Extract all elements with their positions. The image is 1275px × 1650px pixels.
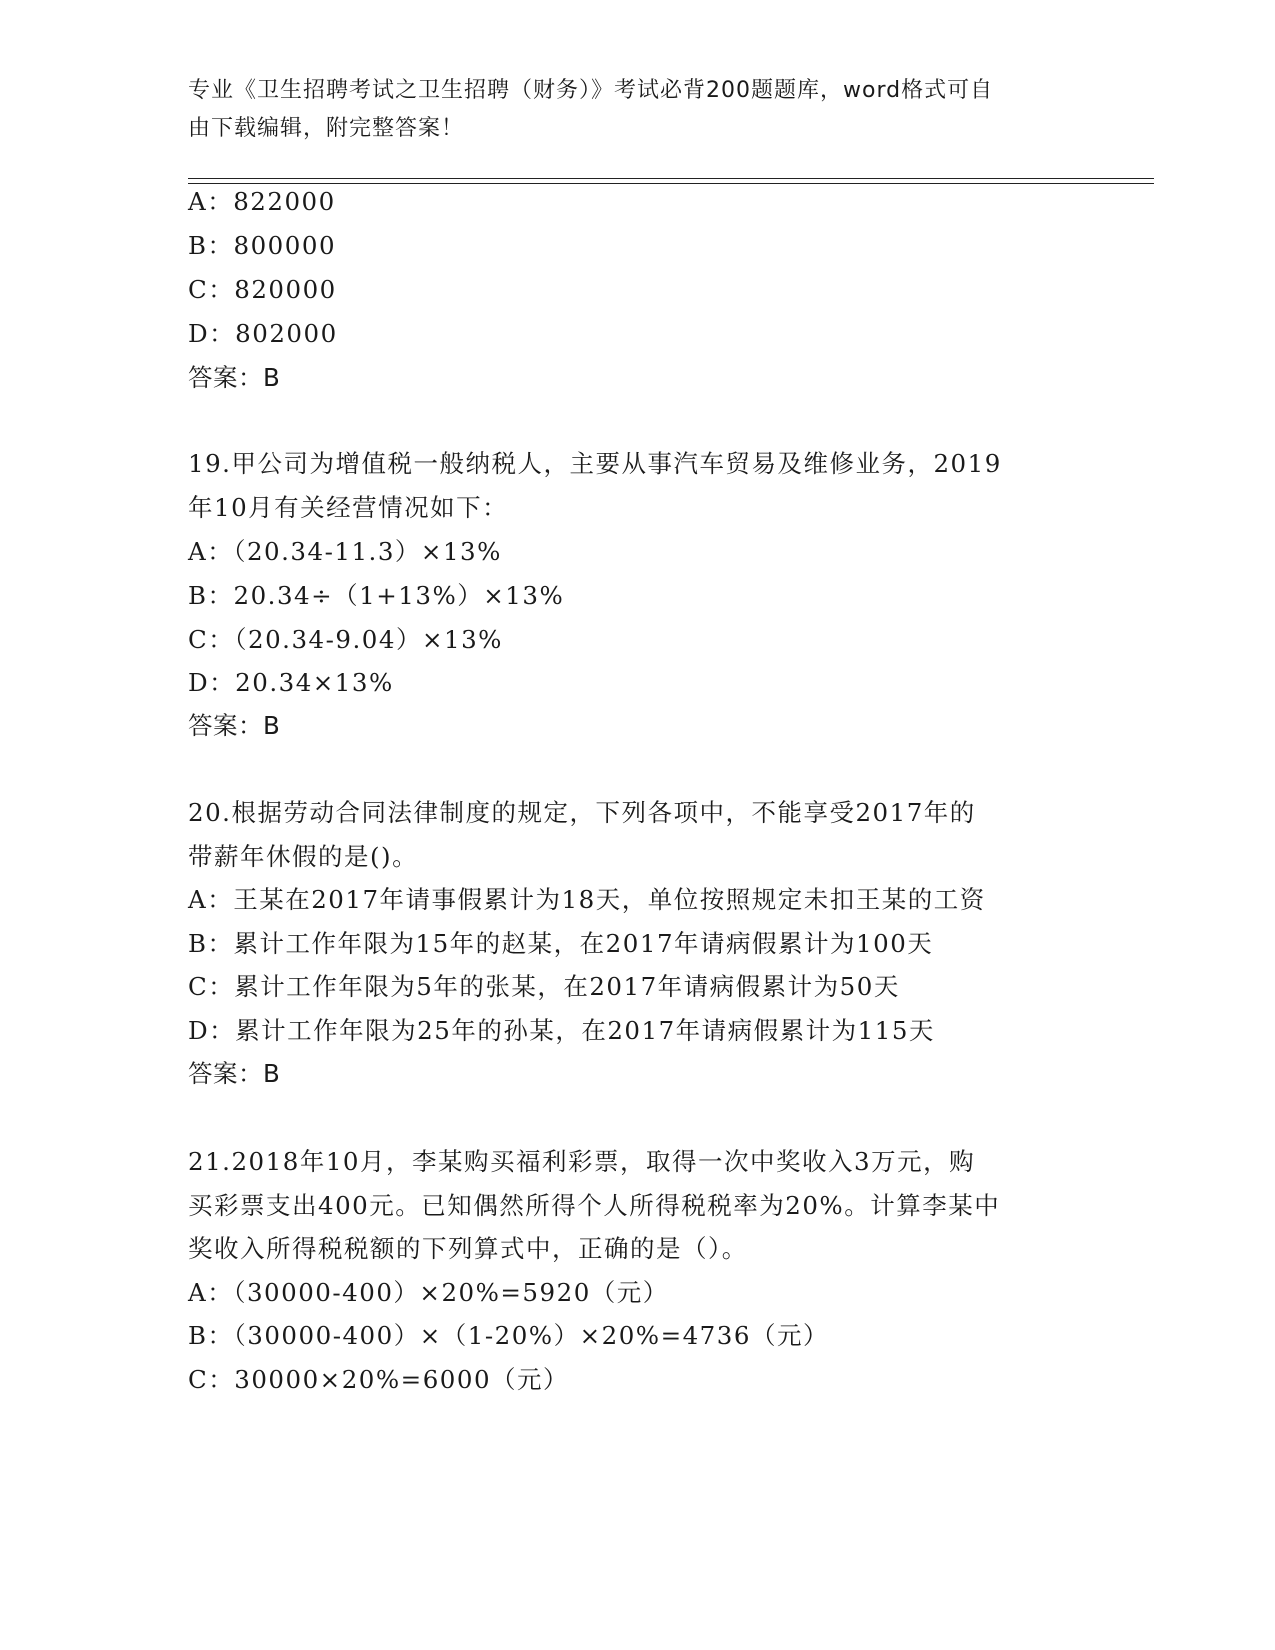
- q20-option-c: C：累计工作年限为5年的张某，在2017年请病假累计为50天: [188, 972, 900, 1001]
- document-header: [188, 72, 1088, 148]
- q18-option-b: B：800000: [188, 231, 337, 260]
- q20-stem-line-1: 20.根据劳动合同法律制度的规定，下列各项中，不能享受2017年的: [188, 798, 976, 827]
- q21-option-c: C：30000×20%=6000（元）: [188, 1365, 570, 1394]
- q18-option-a: A：822000: [188, 187, 336, 216]
- q19-option-c: C：（20.34-9.04）×13%: [188, 625, 503, 654]
- q18-option-c: C：820000: [188, 275, 337, 304]
- q19-option-b: B：20.34÷（1+13%）×13%: [188, 581, 565, 610]
- q19-stem-line-2: 年10月有关经营情况如下：: [188, 493, 509, 522]
- q18-option-d: D：802000: [188, 319, 338, 348]
- q19-option-d: D：20.34×13%: [188, 668, 394, 697]
- header-divider-bottom: [188, 183, 1154, 184]
- q18-answer: 答案：B: [188, 363, 281, 392]
- q21-stem-line-3: 奖收入所得税税额的下列算式中，正确的是（）。: [188, 1234, 748, 1263]
- q20-option-b: B：累计工作年限为15年的赵某，在2017年请病假累计为100天: [188, 929, 934, 958]
- q19-answer: 答案：B: [188, 711, 281, 740]
- q20-option-d: D：累计工作年限为25年的孙某，在2017年请病假累计为115天: [188, 1016, 935, 1045]
- q21-option-a: A：（30000-400）×20%=5920（元）: [188, 1278, 669, 1307]
- q19-stem-line-1: 19.甲公司为增值税一般纳税人，主要从事汽车贸易及维修业务，2019: [188, 449, 1002, 478]
- q21-stem-line-1: 21.2018年10月，李某购买福利彩票，取得一次中奖收入3万元，购: [188, 1147, 976, 1176]
- header-line-1: 专业《卫生招聘考试之卫生招聘（财务）》考试必背200题题库，word格式可自: [188, 78, 994, 103]
- q20-option-a: A：王某在2017年请事假累计为18天，单位按照规定未扣王某的工资: [188, 885, 986, 914]
- q21-stem-line-2: 买彩票支出400元。已知偶然所得个人所得税税率为20%。计算李某中: [188, 1191, 1001, 1220]
- q20-stem-line-2: 带薪年休假的是()。: [188, 842, 419, 871]
- header-divider-top: [188, 178, 1154, 179]
- q21-option-b: B：（30000-400）×（1-20%）×20%=4736（元）: [188, 1321, 829, 1350]
- q20-answer: 答案：B: [188, 1059, 281, 1088]
- header-line-2: 由下载编辑，附完整答案！: [188, 116, 465, 141]
- q19-option-a: A：（20.34-11.3）×13%: [188, 537, 502, 566]
